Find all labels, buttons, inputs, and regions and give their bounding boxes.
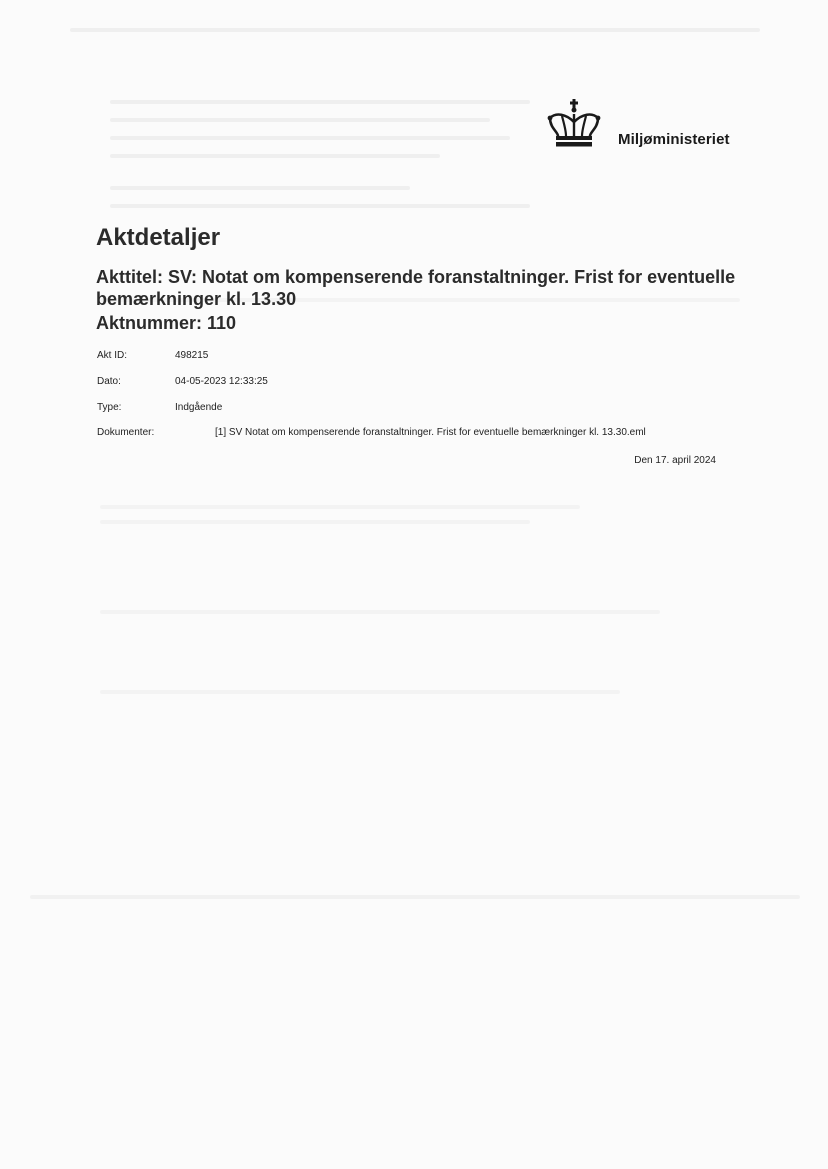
akt-id-label: Akt ID:: [97, 350, 128, 361]
scan-artifact: [100, 690, 620, 694]
crown-icon: [544, 98, 604, 148]
dato-value: 04-05-2023 12:33:25: [175, 376, 268, 387]
document-attachment: [1] SV Notat om kompenserende foranstaltninger. Frist for eventuelle bemærkninger kl. 13.30.eml: [215, 427, 646, 438]
act-number: Aktnummer: 110: [96, 313, 237, 333]
scan-artifact: [110, 186, 410, 190]
scan-artifact: [100, 520, 530, 524]
ministry-logo: [544, 98, 744, 150]
scan-artifact: [110, 118, 490, 122]
act-title: Akttitel: SV: Notat om kompenserende foranstaltninger. Frist for eventuelle bemærkninger kl. 13.30: [96, 267, 736, 309]
type-label: Type:: [97, 402, 122, 413]
dato-label: Dato:: [97, 376, 121, 387]
scan-artifact: [110, 204, 530, 208]
scan-artifact: [110, 154, 440, 158]
scan-artifact: [70, 28, 760, 32]
type-value: Indgående: [175, 402, 223, 413]
ministry-name: Miljøministeriet: [618, 131, 730, 148]
page-title: Aktdetaljer: [96, 224, 221, 251]
akt-id-value: 498215: [175, 350, 209, 361]
scan-artifact: [100, 610, 660, 614]
scan-artifact: [30, 895, 800, 899]
dokumenter-label: Dokumenter:: [97, 427, 155, 438]
scan-artifact: [110, 100, 530, 104]
print-date: Den 17. april 2024: [634, 455, 716, 466]
scan-artifact: [110, 136, 510, 140]
scan-artifact: [100, 505, 580, 509]
